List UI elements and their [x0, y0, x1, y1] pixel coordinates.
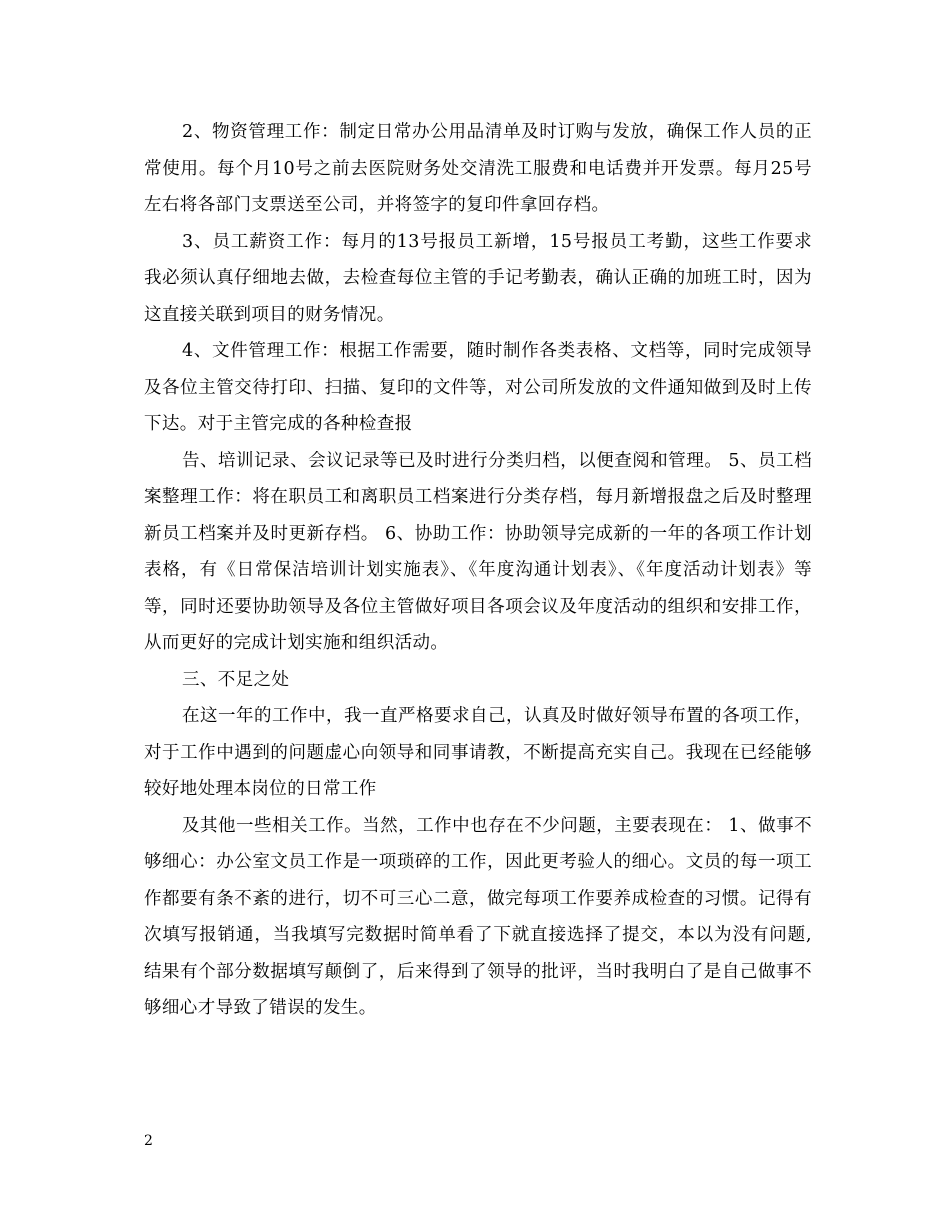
page-number: 2: [144, 1133, 153, 1149]
paragraph-year-summary: 在这一年的工作中，我一直严格要求自己，认真及时做好领导布置的各项工作，对于工作中遇到的问题虚心向领导和同事请教，不断提高充实自己。我现在已经能够较好地处理本岗位的日常工作: [144, 706, 812, 799]
paragraph-supplies-management: 2、物资管理工作：制定日常办公用品清单及时订购与发放，确保工作人员的正常使用。每个月10号之前去医院财务处交清洗工服费和电话费并开发票。每月25号左右将各部门支票送至公司，并将签字的复印件拿回存档。: [144, 122, 812, 215]
document-body: [144, 114, 812, 1027]
paragraph-archiving-and-assistance: 告、培训记录、会议记录等已及时进行分类归档，以便查阅和管理。 5、员工档案整理工作：将在职员工和离职员工档案进行分类存档，每月新增报盘之后及时整理新员工档案并及时更新存档。 6、协助工作：协助领导完成新的一年的各项工作计划表格，有《日常保洁培训计划实施表》、《年度沟通计划表》、《年度活动计划表》等等，同时还要协助领导及各位主管做好项目各项会议及年度活动的组织和安排工作，从而更好的完成计划实施和组织活动。: [144, 450, 812, 653]
section-heading-shortcomings: 三、不足之处: [182, 669, 290, 690]
paragraph-problems: 及其他一些相关工作。当然，工作中也存在不少问题，主要表现在： 1、做事不够细心：办公室文员工作是一项琐碎的工作，因此更考验人的细心。文员的每一项工作都要有条不紊的进行，切不可三心二意，做完每项工作要养成检查的习惯。记得有次填写报销通，当我填写完数据时简单看了下就直接选择了提交，本以为没有问题,结果有个部分数据填写颠倒了，后来得到了领导的批评，当时我明白了是自己做事不够细心才导致了错误的发生。: [144, 815, 812, 1018]
paragraph-salary-work: 3、员工薪资工作：每月的13号报员工新增，15号报员工考勤，这些工作要求我必须认真仔细地去做，去检查每位主管的手记考勤表，确认正确的加班工时，因为这直接关联到项目的财务情况。: [144, 231, 812, 325]
paragraph-file-management: 4、文件管理工作：根据工作需要，随时制作各类表格、文档等，同时完成领导及各位主管交待打印、扫描、复印的文件等，对公司所发放的文件通知做到及时上传下达。对于主管完成的各种检查报: [144, 341, 812, 434]
